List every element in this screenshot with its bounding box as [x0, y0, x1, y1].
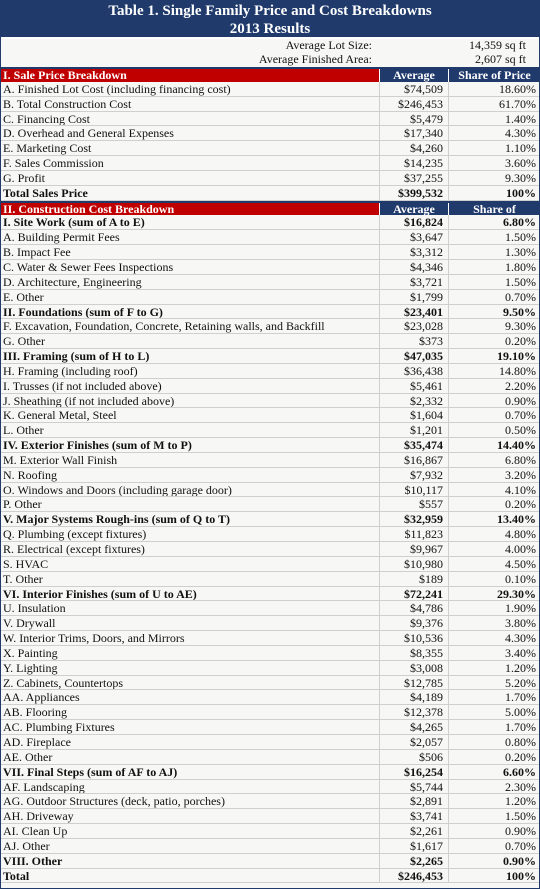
row-average: $246,453	[380, 869, 449, 883]
section-title: I. Sale Price Breakdown	[0, 69, 380, 82]
row-average: $399,532	[380, 186, 449, 200]
row-label: C. Financing Cost	[0, 112, 380, 126]
row-label: T. Other	[0, 572, 380, 586]
row-average: $8,355	[380, 646, 449, 660]
row-average: $189	[380, 572, 449, 586]
row-average: $1,604	[380, 408, 449, 422]
row-label: Y. Lighting	[0, 661, 380, 675]
row-average: $2,891	[380, 794, 449, 808]
row-share: 5.00%	[505, 705, 536, 720]
lot-size-value: 14,359 sq ft	[469, 38, 526, 52]
row-share: 4.00%	[505, 542, 536, 556]
row-label: O. Windows and Doors (including garage door)	[0, 483, 380, 497]
table-row	[0, 720, 540, 735]
row-share: 1.50%	[505, 809, 536, 824]
table-row	[0, 794, 540, 809]
row-share: 0.70%	[505, 289, 536, 304]
row-share: 100%	[506, 185, 536, 200]
row-average: $4,346	[380, 260, 449, 274]
table-row	[0, 82, 540, 97]
row-label: F. Sales Commission	[0, 156, 380, 170]
construction-cost-rows	[0, 215, 540, 883]
table-row	[0, 631, 540, 646]
table-row	[0, 616, 540, 631]
row-share: 0.70%	[505, 408, 536, 423]
table-subtotal-row	[0, 438, 540, 453]
row-share: 5.20%	[505, 675, 536, 690]
row-share: 9.50%	[503, 304, 536, 319]
row-average: $12,378	[380, 705, 449, 719]
column-header-average: Average	[380, 203, 449, 216]
row-label: B. Impact Fee	[0, 245, 380, 259]
table-row	[0, 735, 540, 750]
finished-area-row	[0, 53, 540, 67]
table-row	[0, 453, 540, 468]
row-average: $10,980	[380, 557, 449, 571]
row-share: 9.30%	[505, 319, 536, 334]
table-row	[0, 601, 540, 616]
row-share: 1.30%	[505, 245, 536, 260]
row-share: 6.80%	[503, 215, 536, 230]
table-row	[0, 319, 540, 334]
row-label: Q. Plumbing (except fixtures)	[0, 527, 380, 541]
row-average: $10,117	[380, 483, 449, 497]
table-subtotal-row	[0, 215, 540, 230]
row-label: R. Electrical (except fixtures)	[0, 542, 380, 556]
row-average: $373	[380, 334, 449, 348]
row-label: E. Marketing Cost	[0, 141, 380, 155]
row-average: $4,260	[380, 141, 449, 155]
row-label: AI. Clean Up	[0, 824, 380, 838]
table-subtotal-row	[0, 587, 540, 602]
table-row	[0, 497, 540, 512]
row-share: 0.70%	[505, 838, 536, 853]
finished-area-label: Average Finished Area:	[258, 52, 372, 66]
row-label: V. Drywall	[0, 616, 380, 630]
row-average: $1,799	[380, 290, 449, 304]
row-share: 19.10%	[497, 349, 536, 364]
table-row	[0, 245, 540, 260]
row-label: N. Roofing	[0, 468, 380, 482]
row-share: 3.80%	[505, 616, 536, 631]
row-share: 1.70%	[505, 720, 536, 735]
row-average: $16,867	[380, 453, 449, 467]
row-share: 61.70%	[499, 96, 536, 111]
row-label: L. Other	[0, 423, 380, 437]
row-share: 4.50%	[505, 556, 536, 571]
row-share: 0.20%	[505, 749, 536, 764]
row-label: W. Interior Trims, Doors, and Mirrors	[0, 631, 380, 645]
table-row	[0, 364, 540, 379]
column-header-average: Average	[380, 69, 449, 82]
row-share: 14.40%	[497, 438, 536, 453]
row-average: $2,057	[380, 735, 449, 749]
row-share: 0.20%	[505, 497, 536, 512]
table-row	[0, 527, 540, 542]
row-average: $35,474	[380, 438, 449, 452]
table-row	[0, 750, 540, 765]
row-label: F. Excavation, Foundation, Concrete, Retaining walls, and Backfill	[0, 319, 380, 333]
row-label: S. HVAC	[0, 557, 380, 571]
row-average: $7,932	[380, 468, 449, 482]
sale-price-header	[0, 67, 540, 82]
row-average: $2,261	[380, 824, 449, 838]
row-share: 13.40%	[497, 512, 536, 527]
table-row	[0, 690, 540, 705]
row-average: $17,340	[380, 126, 449, 140]
row-average: $246,453	[380, 97, 449, 111]
row-label: U. Insulation	[0, 601, 380, 615]
sale-price-rows	[0, 82, 540, 201]
row-share: 4.30%	[505, 126, 536, 141]
row-average: $32,959	[380, 512, 449, 526]
row-share: 0.80%	[505, 734, 536, 749]
row-label: D. Architecture, Engineering	[0, 275, 380, 289]
table-row	[0, 646, 540, 661]
table-row	[0, 468, 540, 483]
row-average: $2,332	[380, 394, 449, 408]
row-average: $72,241	[380, 587, 449, 601]
row-average: $23,401	[380, 305, 449, 319]
row-label: B. Total Construction Cost	[0, 97, 380, 111]
table-row	[0, 542, 540, 557]
row-label: III. Framing (sum of H to L)	[0, 349, 380, 363]
row-label: I. Trusses (if not included above)	[0, 379, 380, 393]
table-row	[0, 379, 540, 394]
table-row	[0, 661, 540, 676]
row-average: $12,785	[380, 676, 449, 690]
row-label: AF. Landscaping	[0, 780, 380, 794]
table-row	[0, 557, 540, 572]
row-average: $9,967	[380, 542, 449, 556]
row-share: 4.30%	[505, 631, 536, 646]
table-row	[0, 260, 540, 275]
row-label: AD. Fireplace	[0, 735, 380, 749]
table-subtotal-row	[0, 349, 540, 364]
row-share: 0.10%	[505, 571, 536, 586]
column-header-share: Share of Price	[449, 69, 540, 82]
table-row	[0, 423, 540, 438]
row-label: P. Other	[0, 497, 380, 511]
row-label: Total Sales Price	[0, 186, 380, 200]
table-row	[0, 705, 540, 720]
row-label: E. Other	[0, 290, 380, 304]
table-row	[0, 394, 540, 409]
row-label: G. Profit	[0, 171, 380, 185]
row-share: 0.90%	[505, 393, 536, 408]
table-row	[0, 141, 540, 156]
table-row	[0, 839, 540, 854]
row-average: $11,823	[380, 527, 449, 541]
row-average: $1,201	[380, 423, 449, 437]
row-label: AC. Plumbing Fixtures	[0, 720, 380, 734]
row-label: IV. Exterior Finishes (sum of M to P)	[0, 438, 380, 452]
row-average: $37,255	[380, 171, 449, 185]
table-row	[0, 156, 540, 171]
row-label: M. Exterior Wall Finish	[0, 453, 380, 467]
table-subtotal-row	[0, 512, 540, 527]
row-share: 3.40%	[505, 645, 536, 660]
table-row	[0, 824, 540, 839]
finished-area-value: 2,607 sq ft	[475, 52, 526, 66]
row-average: $47,035	[380, 349, 449, 363]
row-average: $557	[380, 497, 449, 511]
row-share: 3.20%	[505, 467, 536, 482]
table-row	[0, 112, 540, 127]
row-label: V. Major Systems Rough-ins (sum of Q to T)	[0, 512, 380, 526]
row-label: H. Framing (including roof)	[0, 364, 380, 378]
row-share: 3.60%	[505, 156, 536, 171]
row-average: $5,744	[380, 780, 449, 794]
row-label: AG. Outdoor Structures (deck, patio, porches)	[0, 794, 380, 808]
row-average: $36,438	[380, 364, 449, 378]
table-row	[0, 483, 540, 498]
row-average: $9,376	[380, 616, 449, 630]
construction-cost-header	[0, 201, 540, 216]
row-label: K. General Metal, Steel	[0, 408, 380, 422]
title-line-2: 2013 Results	[229, 21, 311, 37]
row-average: $74,509	[380, 82, 449, 96]
row-share: 6.60%	[503, 764, 536, 779]
table-row	[0, 676, 540, 691]
row-share: 2.30%	[505, 779, 536, 794]
row-label: I. Site Work (sum of A to E)	[0, 215, 380, 229]
row-share: 4.10%	[505, 482, 536, 497]
row-label: AA. Appliances	[0, 690, 380, 704]
row-label: Z. Cabinets, Countertops	[0, 676, 380, 690]
row-share: 1.50%	[505, 230, 536, 245]
row-average: $4,265	[380, 720, 449, 734]
table-subtotal-row	[0, 186, 540, 201]
table-row	[0, 290, 540, 305]
row-average: $3,721	[380, 275, 449, 289]
row-share: 6.80%	[505, 452, 536, 467]
row-share: 1.50%	[505, 274, 536, 289]
row-average: $14,235	[380, 156, 449, 170]
table-row	[0, 126, 540, 141]
row-share: 0.20%	[505, 334, 536, 349]
table-row	[0, 572, 540, 587]
row-label: AJ. Other	[0, 839, 380, 853]
row-average: $506	[380, 750, 449, 764]
row-share: 0.50%	[505, 423, 536, 438]
row-share: 1.80%	[505, 259, 536, 274]
row-label: D. Overhead and General Expenses	[0, 126, 380, 140]
row-average: $5,461	[380, 379, 449, 393]
lot-size-row	[0, 39, 540, 53]
row-share: 2.20%	[505, 378, 536, 393]
table-row	[0, 171, 540, 186]
row-label: A. Building Permit Fees	[0, 230, 380, 244]
row-average: $4,786	[380, 601, 449, 615]
row-share: 14.80%	[499, 363, 536, 378]
row-share: 1.90%	[505, 601, 536, 616]
table-subtotal-row	[0, 765, 540, 780]
table-row	[0, 780, 540, 795]
row-label: AE. Other	[0, 750, 380, 764]
row-share: 4.80%	[505, 527, 536, 542]
row-share: 9.30%	[505, 170, 536, 185]
row-average: $3,312	[380, 245, 449, 259]
row-share: 29.30%	[497, 586, 536, 601]
row-average: $3,647	[380, 230, 449, 244]
title-line-1: Table 1. Single Family Price and Cost Breakdowns	[108, 3, 432, 19]
row-label: A. Finished Lot Cost (including financing cost)	[0, 82, 380, 96]
table-row	[0, 408, 540, 423]
row-average: $5,479	[380, 112, 449, 126]
row-label: II. Foundations (sum of F to G)	[0, 305, 380, 319]
row-share: 18.60%	[499, 81, 536, 96]
row-share: 0.90%	[505, 824, 536, 839]
row-label: AH. Driveway	[0, 809, 380, 823]
table-row	[0, 275, 540, 290]
row-average: $2,265	[380, 854, 449, 868]
row-label: C. Water & Sewer Fees Inspections	[0, 260, 380, 274]
table-subtotal-row	[0, 869, 540, 884]
row-average: $23,028	[380, 319, 449, 333]
table-row	[0, 809, 540, 824]
row-average: $4,189	[380, 690, 449, 704]
table-title	[0, 0, 540, 39]
row-share: 100%	[506, 868, 536, 883]
row-label: X. Painting	[0, 646, 380, 660]
row-average: $16,824	[380, 215, 449, 229]
row-share: 1.40%	[505, 111, 536, 126]
row-share: 1.10%	[505, 141, 536, 156]
row-average: $1,617	[380, 839, 449, 853]
row-share: 0.90%	[503, 853, 536, 868]
row-label: Total	[0, 869, 380, 883]
row-average: $16,254	[380, 765, 449, 779]
row-label: AB. Flooring	[0, 705, 380, 719]
table-row	[0, 230, 540, 245]
row-label: J. Sheathing (if not included above)	[0, 394, 380, 408]
row-label: VI. Interior Finishes (sum of U to AE)	[0, 587, 380, 601]
table-subtotal-row	[0, 854, 540, 869]
row-label: VIII. Other	[0, 854, 380, 868]
table-row	[0, 97, 540, 112]
row-share: 1.20%	[505, 794, 536, 809]
table-row	[0, 334, 540, 349]
row-label: G. Other	[0, 334, 380, 348]
lot-size-label: Average Lot Size:	[285, 38, 372, 52]
column-header-share: Share of	[449, 203, 540, 216]
row-average: $3,741	[380, 809, 449, 823]
row-average: $3,008	[380, 661, 449, 675]
row-share: 1.20%	[505, 660, 536, 675]
row-average: $10,536	[380, 631, 449, 645]
table-subtotal-row	[0, 305, 540, 320]
row-share: 1.70%	[505, 690, 536, 705]
section-title: II. Construction Cost Breakdown	[0, 203, 380, 216]
row-label: VII. Final Steps (sum of AF to AJ)	[0, 765, 380, 779]
